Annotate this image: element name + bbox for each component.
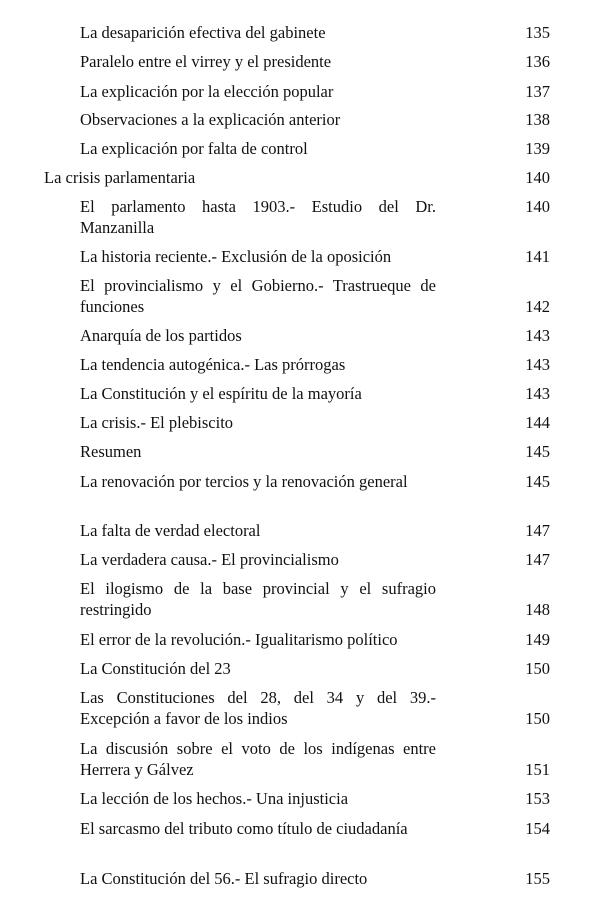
entry-title: La Constitución y el espíritu de la mayoría (80, 384, 362, 403)
entry-page: 149 (525, 630, 550, 649)
toc-entry (80, 52, 550, 73)
entry-page: 150 (525, 708, 550, 728)
entry-page: 135 (525, 23, 550, 42)
entry-title: La verdadera causa.- El provincialismo (80, 550, 339, 569)
toc-entry (80, 197, 550, 238)
entry-title: La historia reciente.- Exclusión de la oposición (80, 247, 392, 266)
entry-page: 141 (525, 247, 550, 266)
entry-page: 136 (525, 52, 550, 71)
toc-entry (80, 276, 550, 317)
toc-entry (80, 789, 550, 810)
entry-title: El provincialismo y el Gobierno.- Trastrueque de funciones (80, 276, 436, 316)
entry-title: La lección de los hechos.- Una injusticia (80, 789, 349, 808)
entry-page: 143 (525, 326, 550, 345)
toc-entry (80, 82, 550, 103)
toc-entry (80, 110, 550, 131)
entry-title: Resumen (80, 442, 142, 461)
entry-title: La Constitución del 23 (80, 659, 231, 678)
entry-title: Paralelo entre el virrey y el presidente (80, 52, 332, 71)
entry-title: La Constitución del 56.- El sufragio directo (80, 869, 368, 888)
entry-title: La crisis.- El plebiscito (80, 413, 234, 432)
entry-page: 155 (525, 869, 550, 888)
entry-title: El parlamento hasta 1903.- Estudio del Dr. Manzanilla (80, 197, 436, 237)
entry-page: 148 (525, 599, 550, 619)
entry-title: La renovación por tercios y la renovación general (80, 472, 408, 491)
entry-title: Las Constituciones del 28, del 34 y del 39.- Excepción a favor de los indios (80, 688, 436, 728)
toc-entry (80, 659, 550, 680)
entry-page: 138 (525, 110, 550, 129)
toc-entry (80, 819, 550, 840)
toc-entry (80, 355, 550, 376)
entry-title: La falta de verdad electoral (80, 521, 261, 540)
toc-entry (80, 869, 550, 890)
toc-entry (80, 326, 550, 347)
entry-page: 151 (525, 759, 550, 779)
entry-title: El error de la revolución.- Igualitarismo político (80, 630, 398, 649)
toc-entry (80, 442, 550, 463)
entry-title: La explicación por falta de control (80, 139, 308, 158)
entry-page: 140 (525, 168, 550, 187)
entry-page: 145 (525, 442, 550, 461)
entry-title: La desaparición efectiva del gabinete (80, 23, 326, 42)
toc-entry (80, 550, 550, 571)
toc-entry (80, 247, 550, 268)
entry-page: 140 (525, 197, 550, 216)
entry-page: 147 (525, 550, 550, 569)
entry-title: La crisis parlamentaria (44, 168, 196, 187)
toc-entry (80, 23, 550, 44)
entry-page: 137 (525, 82, 550, 101)
entry-page: 143 (525, 384, 550, 403)
toc-entry (80, 139, 550, 160)
toc-entry (80, 688, 550, 729)
toc-entry (80, 413, 550, 434)
toc-chapter-entry (44, 168, 550, 189)
entry-title: La explicación por la elección popular (80, 82, 334, 101)
entry-page: 142 (525, 296, 550, 316)
toc-entry (80, 739, 550, 780)
entry-page: 154 (525, 819, 550, 838)
entry-page: 147 (525, 521, 550, 540)
toc-entry (80, 472, 550, 493)
toc-entry (80, 384, 550, 405)
toc-entry (80, 579, 550, 620)
entry-title: Anarquía de los partidos (80, 326, 242, 345)
entry-page: 153 (525, 789, 550, 808)
entry-title: Observaciones a la explicación anterior (80, 110, 341, 129)
entry-title: La discusión sobre el voto de los indígenas entre Herrera y Gálvez (80, 739, 436, 779)
entry-page: 145 (525, 472, 550, 491)
toc-entry (80, 630, 550, 651)
entry-page: 139 (525, 139, 550, 158)
toc-entry (80, 521, 550, 542)
entry-page: 150 (525, 659, 550, 678)
entry-title: El sarcasmo del tributo como título de ciudadanía (80, 819, 408, 838)
entry-title: El ilogismo de la base provincial y el sufragio restringido (80, 579, 436, 619)
entry-page: 143 (525, 355, 550, 374)
entry-page: 144 (525, 413, 550, 432)
entry-title: La tendencia autogénica.- Las prórrogas (80, 355, 346, 374)
